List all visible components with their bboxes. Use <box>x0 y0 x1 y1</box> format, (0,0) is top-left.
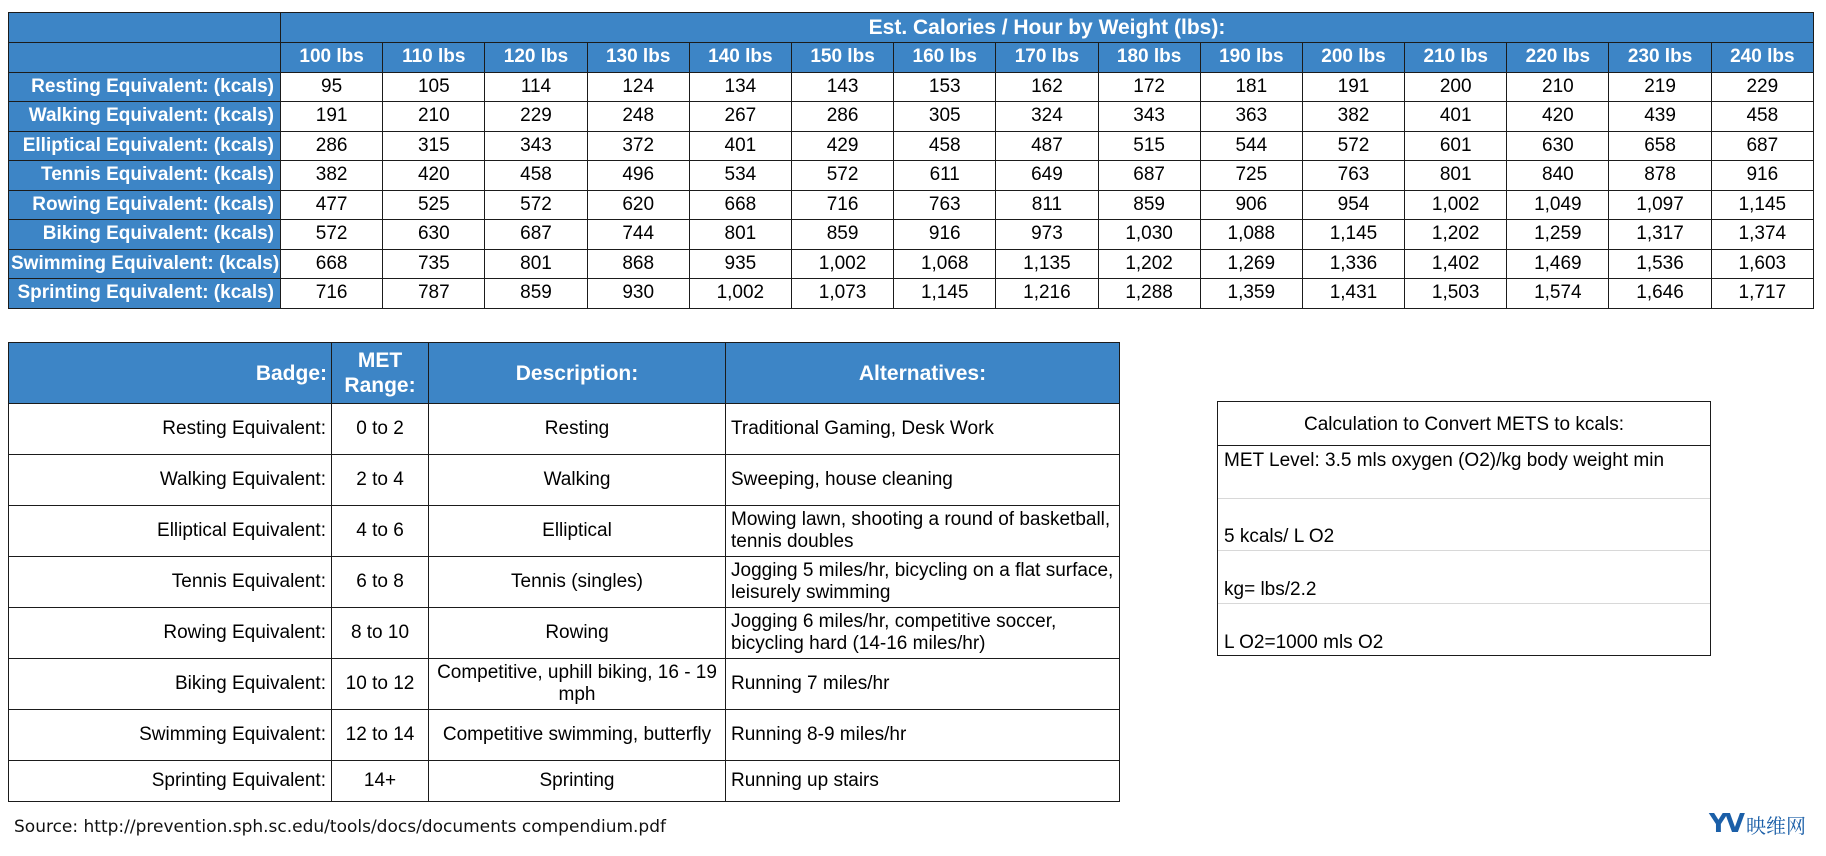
calorie-cell: 496 <box>587 161 689 191</box>
badge-cell: Rowing Equivalent: <box>9 608 332 659</box>
calorie-cell: 1,359 <box>1200 279 1302 309</box>
calorie-cell: 458 <box>894 131 996 161</box>
weight-header-row <box>9 43 1814 73</box>
calorie-cell: 716 <box>791 190 893 220</box>
met-header-line1: MET <box>357 349 403 372</box>
calorie-cell: 572 <box>485 190 587 220</box>
calorie-cell: 143 <box>791 72 893 102</box>
badge-cell: Resting Equivalent: <box>9 404 332 455</box>
badge-row <box>9 557 1120 608</box>
calorie-cell: 801 <box>1405 161 1507 191</box>
calorie-row <box>9 72 1814 102</box>
calorie-cell: 1,317 <box>1609 220 1711 250</box>
calorie-cell: 735 <box>383 249 485 279</box>
calorie-cell: 286 <box>791 102 893 132</box>
calorie-cell: 363 <box>1200 102 1302 132</box>
met-range-cell: 14+ <box>332 761 429 802</box>
badge-cell: Swimming Equivalent: <box>9 710 332 761</box>
calorie-cell: 1,202 <box>1098 249 1200 279</box>
conversion-line: L O2=1000 mls O2 <box>1224 632 1384 653</box>
met-range-cell: 0 to 2 <box>332 404 429 455</box>
calorie-table <box>8 12 1814 309</box>
badge-cell: Sprinting Equivalent: <box>9 761 332 802</box>
calorie-row-label: Walking Equivalent: (kcals) <box>9 102 281 132</box>
calorie-cell: 1,402 <box>1405 249 1507 279</box>
met-range-header <box>332 343 429 404</box>
calorie-cell: 420 <box>1507 102 1609 132</box>
calorie-cell: 1,503 <box>1405 279 1507 309</box>
calorie-cell: 801 <box>485 249 587 279</box>
met-header-line2: Range: <box>344 374 416 397</box>
badge-row <box>9 710 1120 761</box>
calorie-cell: 611 <box>894 161 996 191</box>
calorie-cell: 658 <box>1609 131 1711 161</box>
calorie-cell: 343 <box>1098 102 1200 132</box>
calorie-cell: 229 <box>485 102 587 132</box>
calorie-cell: 487 <box>996 131 1098 161</box>
weight-header-cell: 160 lbs <box>894 43 996 73</box>
calorie-cell: 620 <box>587 190 689 220</box>
calorie-table-body <box>9 72 1814 308</box>
calorie-cell: 124 <box>587 72 689 102</box>
conversion-box <box>1217 401 1711 656</box>
calorie-cell: 630 <box>1507 131 1609 161</box>
calorie-cell: 324 <box>996 102 1098 132</box>
calorie-cell: 1,288 <box>1098 279 1200 309</box>
alternatives-header: Alternatives: <box>726 343 1120 404</box>
conversion-line: 5 kcals/ L O2 <box>1218 499 1710 552</box>
weight-header-cell: 120 lbs <box>485 43 587 73</box>
calorie-row <box>9 131 1814 161</box>
calorie-cell: 1,216 <box>996 279 1098 309</box>
description-header: Description: <box>429 343 726 404</box>
calorie-cell: 1,073 <box>791 279 893 309</box>
calorie-cell: 1,717 <box>1711 279 1813 309</box>
description-cell: Rowing <box>429 608 726 659</box>
calorie-cell: 1,269 <box>1200 249 1302 279</box>
calorie-cell: 1,135 <box>996 249 1098 279</box>
calorie-cell: 878 <box>1609 161 1711 191</box>
badge-row <box>9 761 1120 802</box>
alternatives-cell: Running up stairs <box>726 761 1120 802</box>
calorie-cell: 1,145 <box>1302 220 1404 250</box>
calorie-row <box>9 161 1814 191</box>
calorie-cell: 229 <box>1711 72 1813 102</box>
calorie-cell: 172 <box>1098 72 1200 102</box>
weight-header-cell: 240 lbs <box>1711 43 1813 73</box>
badge-row <box>9 455 1120 506</box>
calorie-cell: 401 <box>1405 102 1507 132</box>
calorie-row-label: Rowing Equivalent: (kcals) <box>9 190 281 220</box>
calorie-cell: 973 <box>996 220 1098 250</box>
calorie-cell: 1,002 <box>791 249 893 279</box>
calorie-cell: 1,049 <box>1507 190 1609 220</box>
calorie-cell: 668 <box>281 249 383 279</box>
description-cell: Sprinting <box>429 761 726 802</box>
calorie-cell: 859 <box>485 279 587 309</box>
calorie-cell: 906 <box>1200 190 1302 220</box>
weight-header-cell: 190 lbs <box>1200 43 1302 73</box>
description-cell: Competitive swimming, butterfly <box>429 710 726 761</box>
calorie-cell: 1,030 <box>1098 220 1200 250</box>
calorie-cell: 868 <box>587 249 689 279</box>
calorie-cell: 267 <box>689 102 791 132</box>
calorie-table-corner <box>9 13 281 43</box>
calorie-cell: 668 <box>689 190 791 220</box>
calorie-cell: 477 <box>281 190 383 220</box>
conversion-line: MET Level: 3.5 mls oxygen (O2)/kg body weight min <box>1218 446 1710 499</box>
calorie-cell: 801 <box>689 220 791 250</box>
calorie-cell: 1,536 <box>1609 249 1711 279</box>
calorie-cell: 458 <box>1711 102 1813 132</box>
calorie-cell: 744 <box>587 220 689 250</box>
calorie-cell: 1,088 <box>1200 220 1302 250</box>
calorie-cell: 429 <box>791 131 893 161</box>
calorie-cell: 162 <box>996 72 1098 102</box>
calorie-cell: 1,002 <box>689 279 791 309</box>
met-range-cell: 8 to 10 <box>332 608 429 659</box>
calorie-cell: 515 <box>1098 131 1200 161</box>
calorie-cell: 840 <box>1507 161 1609 191</box>
weight-header-cell: 170 lbs <box>996 43 1098 73</box>
calorie-cell: 95 <box>281 72 383 102</box>
calorie-cell: 525 <box>383 190 485 220</box>
calorie-cell: 134 <box>689 72 791 102</box>
badge-cell: Elliptical Equivalent: <box>9 506 332 557</box>
description-cell: Resting <box>429 404 726 455</box>
calorie-cell: 1,574 <box>1507 279 1609 309</box>
calorie-cell: 372 <box>587 131 689 161</box>
met-range-cell: 6 to 8 <box>332 557 429 608</box>
calorie-cell: 572 <box>281 220 383 250</box>
calorie-cell: 725 <box>1200 161 1302 191</box>
badge-row <box>9 506 1120 557</box>
weight-header-cell: 220 lbs <box>1507 43 1609 73</box>
calorie-cell: 1,145 <box>1711 190 1813 220</box>
weight-header-cell: 230 lbs <box>1609 43 1711 73</box>
logo-text: 映维网 <box>1746 813 1806 838</box>
alternatives-cell: Running 7 miles/hr <box>726 659 1120 710</box>
badge-table <box>8 342 1120 802</box>
weight-header-cell: 110 lbs <box>383 43 485 73</box>
calorie-cell: 534 <box>689 161 791 191</box>
badge-row <box>9 659 1120 710</box>
logo-mark-icon: YV <box>1709 809 1742 839</box>
calorie-row <box>9 249 1814 279</box>
calorie-cell: 1,646 <box>1609 279 1711 309</box>
calorie-row <box>9 279 1814 309</box>
met-range-cell: 10 to 12 <box>332 659 429 710</box>
calorie-cell: 181 <box>1200 72 1302 102</box>
calorie-cell: 1,259 <box>1507 220 1609 250</box>
logo <box>1709 809 1806 839</box>
calorie-cell: 439 <box>1609 102 1711 132</box>
calorie-cell: 191 <box>1302 72 1404 102</box>
calorie-cell: 572 <box>1302 131 1404 161</box>
calorie-cell: 930 <box>587 279 689 309</box>
calorie-cell: 200 <box>1405 72 1507 102</box>
calorie-cell: 305 <box>894 102 996 132</box>
calorie-cell: 716 <box>281 279 383 309</box>
calorie-cell: 1,068 <box>894 249 996 279</box>
calorie-cell: 859 <box>791 220 893 250</box>
description-cell: Tennis (singles) <box>429 557 726 608</box>
badge-cell: Biking Equivalent: <box>9 659 332 710</box>
calorie-cell: 1,202 <box>1405 220 1507 250</box>
calorie-cell: 687 <box>485 220 587 250</box>
badge-cell: Tennis Equivalent: <box>9 557 332 608</box>
calorie-cell: 315 <box>383 131 485 161</box>
alternatives-cell: Traditional Gaming, Desk Work <box>726 404 1120 455</box>
calorie-cell: 401 <box>689 131 791 161</box>
calorie-cell: 1,145 <box>894 279 996 309</box>
calorie-cell: 210 <box>1507 72 1609 102</box>
description-cell: Competitive, uphill biking, 16 - 19 mph <box>429 659 726 710</box>
calorie-row <box>9 190 1814 220</box>
calorie-cell: 763 <box>1302 161 1404 191</box>
calorie-cell: 859 <box>1098 190 1200 220</box>
weight-header-cell: 150 lbs <box>791 43 893 73</box>
calorie-cell: 649 <box>996 161 1098 191</box>
badge-table-body <box>9 404 1120 802</box>
calorie-cell: 248 <box>587 102 689 132</box>
conversion-title: Calculation to Convert METS to kcals: <box>1218 402 1710 446</box>
calorie-cell: 916 <box>1711 161 1813 191</box>
calorie-cell: 382 <box>281 161 383 191</box>
calorie-cell: 601 <box>1405 131 1507 161</box>
calorie-cell: 286 <box>281 131 383 161</box>
description-cell: Walking <box>429 455 726 506</box>
calorie-cell: 1,431 <box>1302 279 1404 309</box>
calorie-cell: 382 <box>1302 102 1404 132</box>
calorie-cell: 1,374 <box>1711 220 1813 250</box>
calorie-cell: 763 <box>894 190 996 220</box>
calorie-cell: 1,603 <box>1711 249 1813 279</box>
badge-row <box>9 608 1120 659</box>
calorie-cell: 153 <box>894 72 996 102</box>
weight-header-cell: 200 lbs <box>1302 43 1404 73</box>
alternatives-cell: Mowing lawn, shooting a round of basketball, tennis doubles <box>726 506 1120 557</box>
weight-header-corner <box>9 43 281 73</box>
calorie-cell: 787 <box>383 279 485 309</box>
alternatives-cell: Sweeping, house cleaning <box>726 455 1120 506</box>
calorie-cell: 687 <box>1098 161 1200 191</box>
calorie-cell: 544 <box>1200 131 1302 161</box>
calorie-cell: 458 <box>485 161 587 191</box>
weight-header-cell: 100 lbs <box>281 43 383 73</box>
calorie-cell: 935 <box>689 249 791 279</box>
calorie-cell: 572 <box>791 161 893 191</box>
weight-header-cell: 130 lbs <box>587 43 689 73</box>
description-cell: Elliptical <box>429 506 726 557</box>
badge-header-row <box>9 343 1120 404</box>
calorie-row <box>9 220 1814 250</box>
calorie-cell: 811 <box>996 190 1098 220</box>
alternatives-cell: Jogging 6 miles/hr, competitive soccer, bicycling hard (14-16 miles/hr) <box>726 608 1120 659</box>
calorie-cell: 210 <box>383 102 485 132</box>
calorie-cell: 687 <box>1711 131 1813 161</box>
calorie-row-label: Elliptical Equivalent: (kcals) <box>9 131 281 161</box>
weight-header-cell: 180 lbs <box>1098 43 1200 73</box>
alternatives-cell: Running 8-9 miles/hr <box>726 710 1120 761</box>
calorie-cell: 954 <box>1302 190 1404 220</box>
badge-cell: Walking Equivalent: <box>9 455 332 506</box>
calorie-cell: 343 <box>485 131 587 161</box>
calorie-cell: 1,002 <box>1405 190 1507 220</box>
calorie-table-title: Est. Calories / Hour by Weight (lbs): <box>281 13 1814 43</box>
calorie-cell: 1,097 <box>1609 190 1711 220</box>
calorie-cell: 105 <box>383 72 485 102</box>
calorie-row-label: Resting Equivalent: (kcals) <box>9 72 281 102</box>
alternatives-cell: Jogging 5 miles/hr, bicycling on a flat surface, leisurely swimming <box>726 557 1120 608</box>
badge-row <box>9 404 1120 455</box>
calorie-cell: 420 <box>383 161 485 191</box>
calorie-row-label: Biking Equivalent: (kcals) <box>9 220 281 250</box>
badge-header: Badge: <box>9 343 332 404</box>
calorie-cell: 219 <box>1609 72 1711 102</box>
calorie-row <box>9 102 1814 132</box>
calorie-cell: 1,336 <box>1302 249 1404 279</box>
calorie-row-label: Swimming Equivalent: (kcals) <box>9 249 281 279</box>
calorie-cell: 191 <box>281 102 383 132</box>
met-range-cell: 4 to 6 <box>332 506 429 557</box>
conversion-line: kg= lbs/2.2 <box>1218 551 1710 604</box>
weight-header-cell: 140 lbs <box>689 43 791 73</box>
calorie-cell: 630 <box>383 220 485 250</box>
met-range-cell: 2 to 4 <box>332 455 429 506</box>
calorie-row-label: Sprinting Equivalent: (kcals) <box>9 279 281 309</box>
calorie-cell: 916 <box>894 220 996 250</box>
source-citation: Source: http://prevention.sph.sc.edu/tools/docs/documents compendium.pdf <box>14 817 666 837</box>
weight-header-cell: 210 lbs <box>1405 43 1507 73</box>
calorie-row-label: Tennis Equivalent: (kcals) <box>9 161 281 191</box>
met-range-cell: 12 to 14 <box>332 710 429 761</box>
calorie-cell: 1,469 <box>1507 249 1609 279</box>
calorie-cell: 114 <box>485 72 587 102</box>
